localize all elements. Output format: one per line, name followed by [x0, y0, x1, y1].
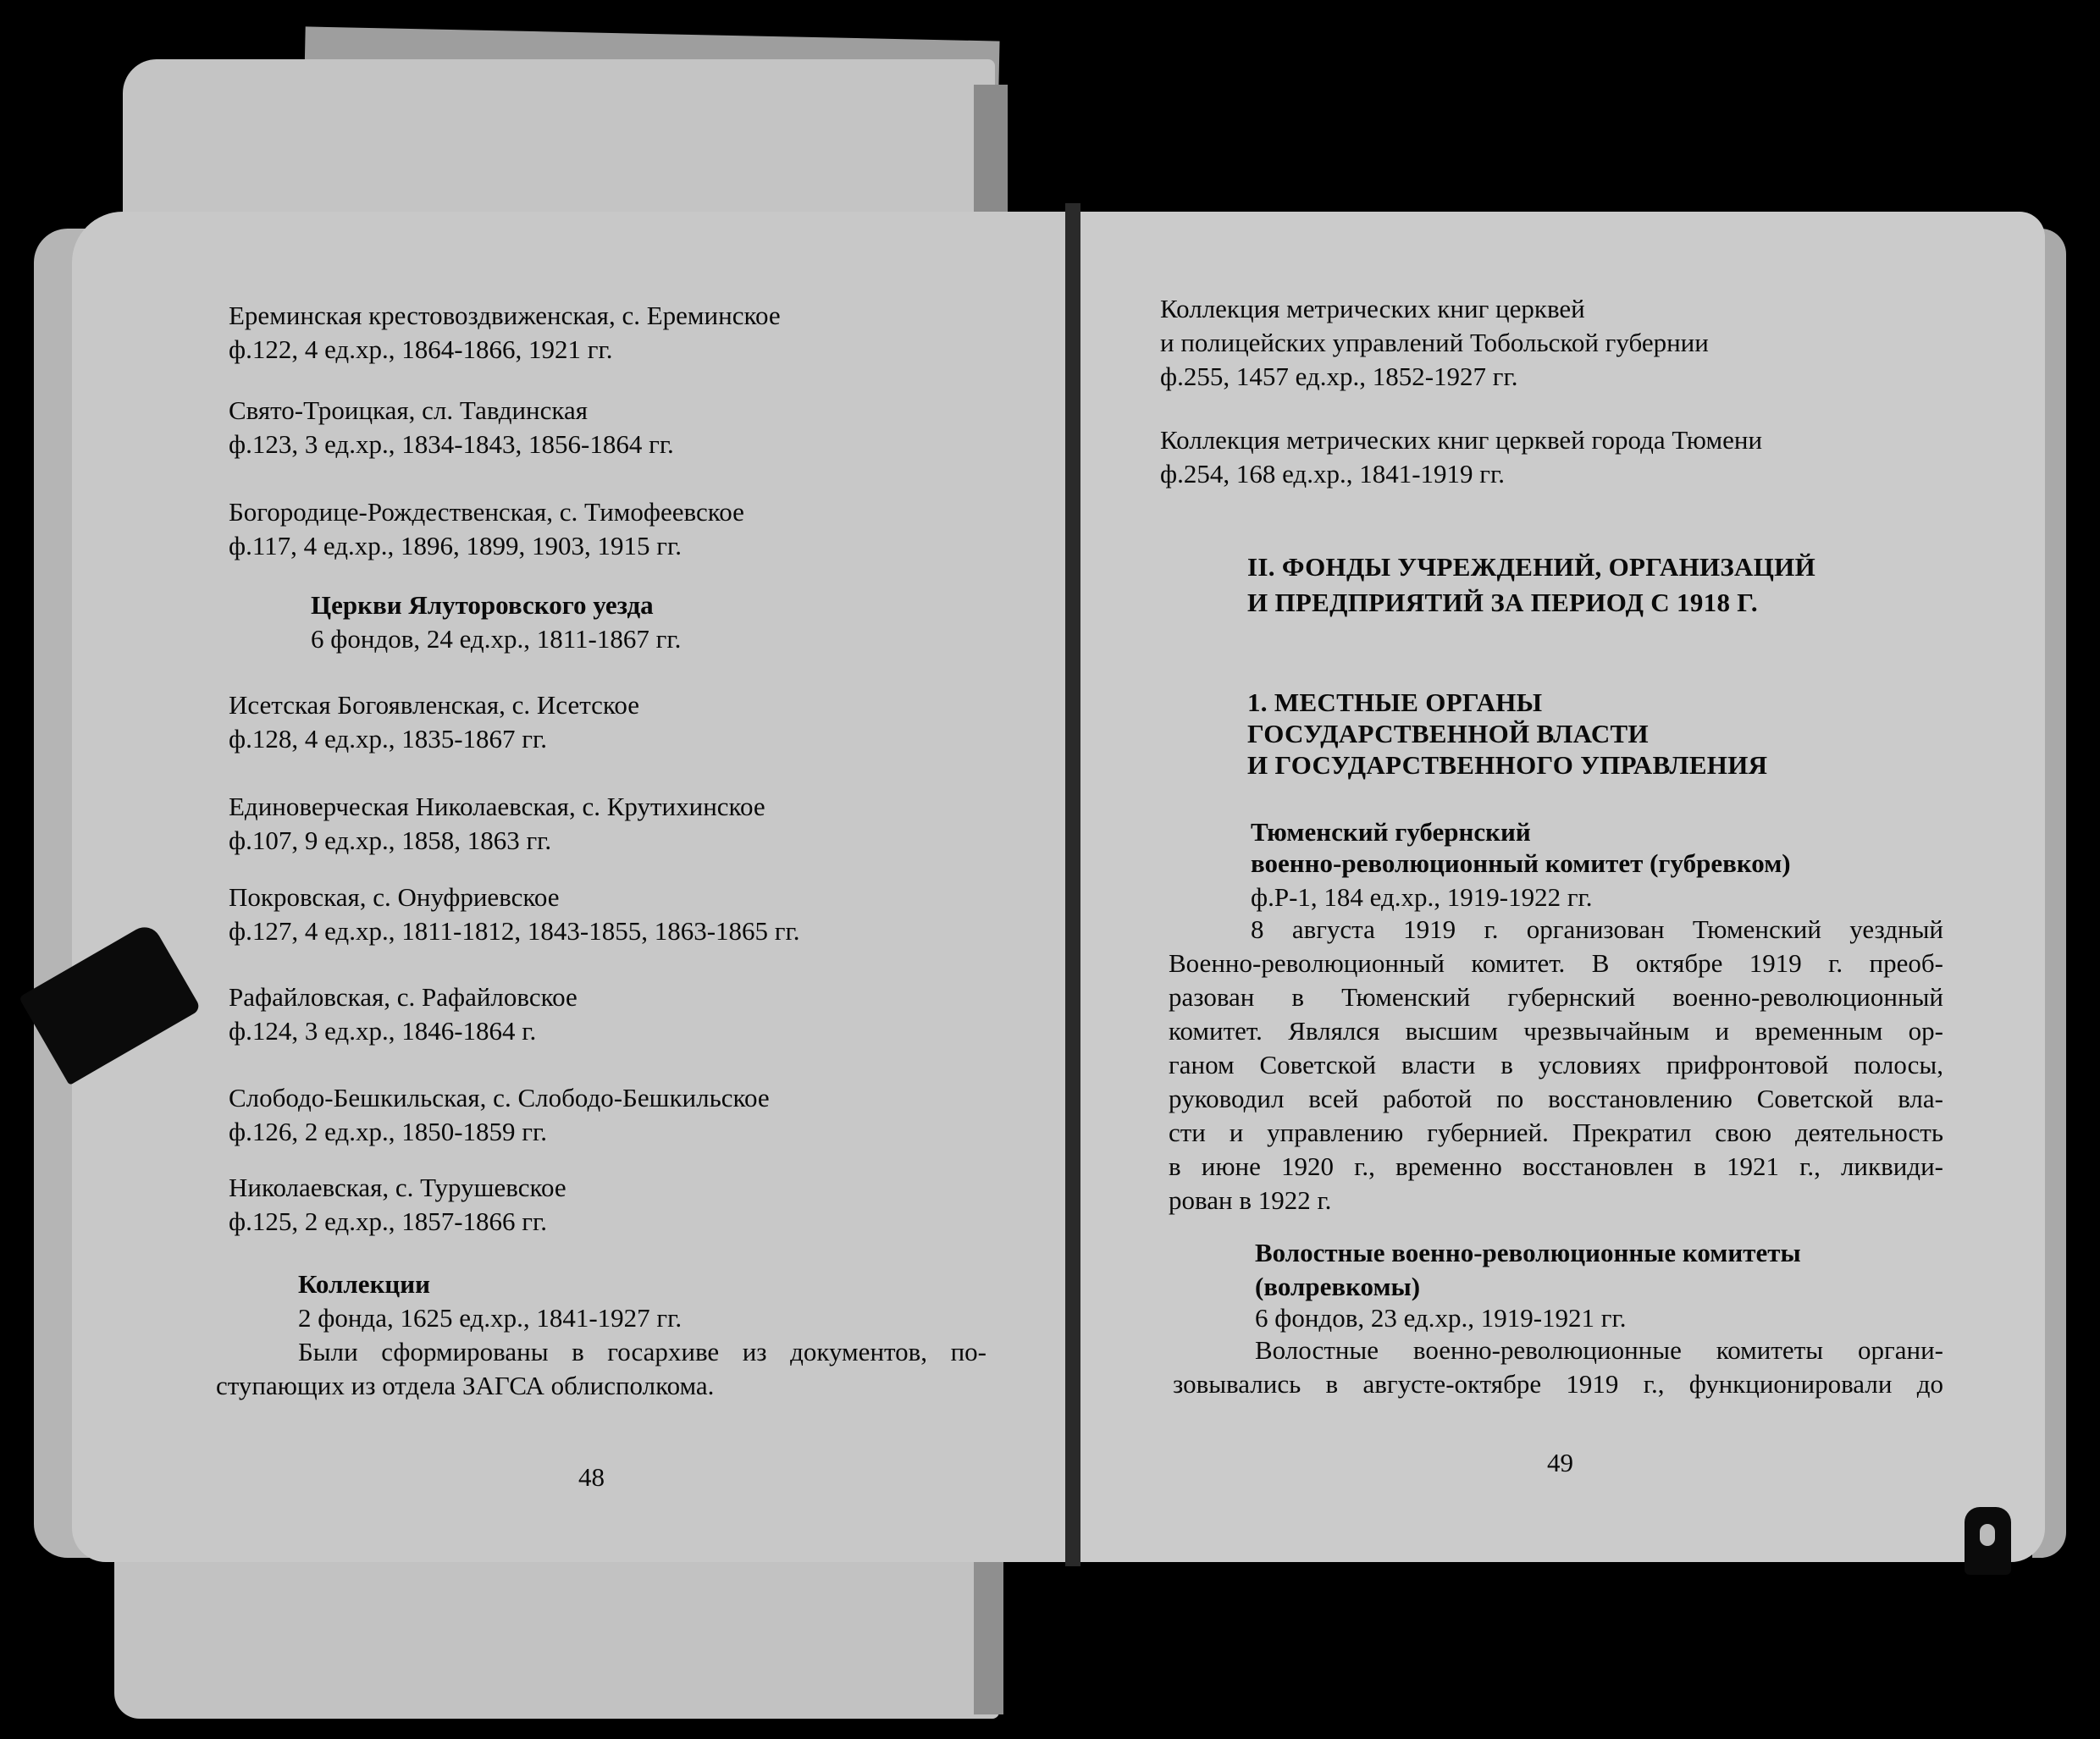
entry-name: Единоверческая Николаевская, с. Крутихинское — [229, 792, 765, 821]
entry-ref: ф.123, 3 ед.хр., 1834-1843, 1856-1864 гг. — [229, 429, 674, 459]
page-number: 49 — [1547, 1448, 1573, 1477]
chapter-heading: II. ФОНДЫ УЧРЕЖДЕНИЙ, ОРГАНИЗАЦИЙ — [1247, 552, 1815, 582]
collection-ref: ф.255, 1457 ед.хр., 1852-1927 гг. — [1160, 362, 1518, 391]
entry-ref: ф.107, 9 ед.хр., 1858, 1863 гг. — [229, 825, 552, 855]
book-spine-edge — [974, 85, 1008, 229]
fund-paragraph-line: сти и управлению губернией. Прекратил свою деятельность — [1169, 1118, 1943, 1147]
collection-title: и полицейских управлений Тобольской губернии — [1160, 328, 1709, 357]
entry-name: Рафайловская, с. Рафайловское — [229, 982, 578, 1012]
entry-ref: ф.127, 4 ед.хр., 1811-1812, 1843-1855, 1863-1865 гг. — [229, 916, 800, 946]
page-clip-hole — [1980, 1524, 1995, 1546]
collections-paragraph: Были сформированы в госархиве из документов, по- — [298, 1337, 986, 1366]
entry-ref: ф.117, 4 ед.хр., 1896, 1899, 1903, 1915 гг. — [229, 531, 682, 560]
fund-paragraph-line: в июне 1920 г., временно восстановлен в 1921 г., ликвиди- — [1169, 1151, 1943, 1181]
fund-paragraph-line: 8 августа 1919 г. организован Тюменский уездный — [1251, 914, 1943, 944]
entry-name: Николаевская, с. Турушевское — [229, 1173, 566, 1202]
fund-paragraph-line: ганом Советской власти в условиях прифронтовой полосы, — [1169, 1050, 1943, 1079]
fund-title: Тюменский губернский — [1251, 817, 1531, 847]
fund-paragraph-line: комитет. Являлся высшим чрезвычайным и временным ор- — [1169, 1016, 1943, 1046]
page-number: 48 — [578, 1462, 605, 1492]
collections-heading: Коллекции — [298, 1269, 431, 1299]
book-spine-edge — [974, 1558, 1003, 1714]
section-subheading: 6 фондов, 24 ед.хр., 1811-1867 гг. — [311, 624, 682, 654]
fund-title: военно-революционный комитет (губревком) — [1251, 848, 1791, 878]
book-gutter — [1065, 203, 1080, 1566]
section-heading: ГОСУДАРСТВЕННОЙ ВЛАСТИ — [1247, 719, 1649, 748]
fund-paragraph-line: разован в Тюменский губернский военно-революционный — [1169, 982, 1943, 1012]
book-top-edge — [123, 59, 995, 220]
fund-paragraph-line: зовывались в августе-октябре 1919 г., функционировали до — [1173, 1369, 1943, 1399]
entry-name: Исетская Богоявленская, с. Исетское — [229, 690, 640, 720]
entry-ref: ф.122, 4 ед.хр., 1864-1866, 1921 гг. — [229, 334, 613, 364]
collection-title: Коллекция метрических книг церквей — [1160, 294, 1585, 323]
fund-title: (волревкомы) — [1255, 1272, 1421, 1301]
entry-name: Покровская, с. Онуфриевское — [229, 882, 560, 912]
entry-ref: ф.128, 4 ед.хр., 1835-1867 гг. — [229, 724, 547, 754]
section-heading: 1. МЕСТНЫЕ ОРГАНЫ — [1247, 687, 1543, 717]
collections-paragraph: ступающих из отдела ЗАГСА облисполкома. — [216, 1371, 715, 1400]
collection-title: Коллекция метрических книг церквей города Тюмени — [1160, 425, 1763, 455]
fund-ref: ф.Р-1, 184 ед.хр., 1919-1922 гг. — [1251, 882, 1593, 912]
entry-name: Свято-Троицкая, сл. Тавдинская — [229, 395, 589, 425]
collections-subheading: 2 фонда, 1625 ед.хр., 1841-1927 гг. — [298, 1303, 682, 1333]
entry-ref: ф.126, 2 ед.хр., 1850-1859 гг. — [229, 1117, 547, 1146]
fund-ref: 6 фондов, 23 ед.хр., 1919-1921 гг. — [1255, 1303, 1627, 1333]
entry-ref: ф.125, 2 ед.хр., 1857-1866 гг. — [229, 1206, 547, 1236]
section-heading: Церкви Ялуторовского уезда — [311, 590, 654, 620]
section-heading: И ГОСУДАРСТВЕННОГО УПРАВЛЕНИЯ — [1247, 750, 1768, 780]
collection-ref: ф.254, 168 ед.хр., 1841-1919 гг. — [1160, 459, 1505, 489]
entry-name: Слободо-Бешкильская, с. Слободо-Бешкильское — [229, 1083, 770, 1112]
fund-paragraph-line: Волостные военно-революционные комитеты органи- — [1255, 1335, 1943, 1365]
fund-paragraph-line: руководил всей работой по восстановлению Советской вла- — [1169, 1084, 1943, 1113]
entry-ref: ф.124, 3 ед.хр., 1846-1864 г. — [229, 1016, 537, 1046]
fund-paragraph-line: рован в 1922 г. — [1169, 1185, 1332, 1215]
book-bottom-edge — [114, 1558, 999, 1719]
entry-name: Богородице-Рождественская, с. Тимофеевское — [229, 497, 744, 527]
fund-title: Волостные военно-революционные комитеты — [1255, 1238, 1801, 1267]
entry-name: Ереминская крестовоздвиженская, с. Ереминское — [229, 301, 781, 330]
fund-paragraph-line: Военно-революционный комитет. В октябре 1919 г. преоб- — [1169, 948, 1943, 978]
chapter-heading: И ПРЕДПРИЯТИЙ ЗА ПЕРИОД С 1918 Г. — [1247, 588, 1758, 617]
